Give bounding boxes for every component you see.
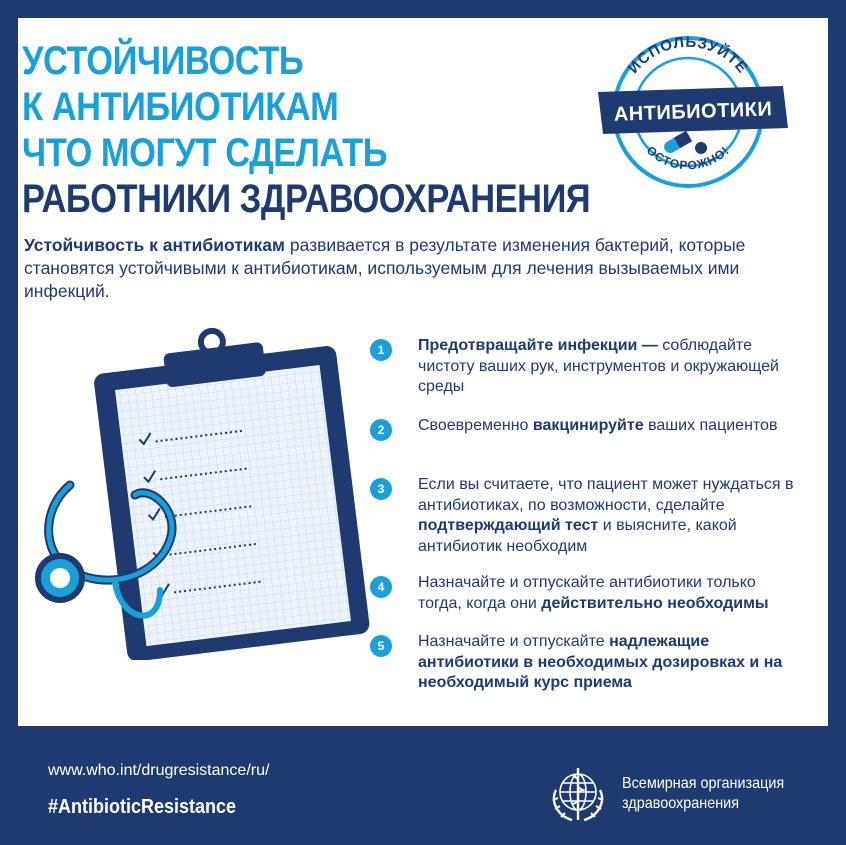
step-text-bold: надлежащие антибиотики в необходимых дозировках и на необходимый курс приема — [418, 633, 783, 691]
step-text-normal: Если вы считаете, что пациент может нуждаться в антибиотиках, по возможности, сделайте — [418, 476, 794, 514]
tablet-icon — [695, 142, 707, 154]
step-number: 2 — [370, 419, 392, 441]
stamp-bottom-text: ОСТОРОЖНО! — [643, 143, 733, 173]
step-text — [418, 416, 798, 437]
step-text — [418, 632, 798, 694]
pill-icon — [662, 131, 692, 155]
step-text-normal: Назначайте и отпускайте — [418, 633, 610, 650]
step-number: 5 — [370, 635, 392, 657]
step-text-bold: подтверждающий тест — [418, 517, 599, 534]
stamp-top-text: ИСПОЛЬЗУЙТЕ — [624, 33, 752, 77]
title-line-1: УСТОЙЧИВОСТЬ — [22, 39, 304, 83]
title-line-3: ЧТО МОГУТ СДЕЛАТЬ — [22, 131, 388, 175]
who-org-line-1: Всемирная организация — [622, 775, 785, 792]
step-text-normal: Своевременно — [418, 417, 533, 434]
step-text-normal: соблюдайте чистоту ваших рук, инструментов и окружающей среды — [418, 337, 779, 395]
step-text-normal: Назначайте и отпускайте антибиотики только тогда, когда они — [418, 574, 756, 612]
intro-bold: Устойчивость к антибиотикам — [24, 235, 285, 255]
step-number: 4 — [370, 576, 392, 598]
step-text-normal: ваших пациентов — [643, 417, 778, 434]
intro-text: развивается в результате изменения бактерий, которые становятся устойчивыми к антибиотикам, используемым для лечения вызываемых ими инфекций. — [24, 235, 746, 301]
title-line-2: К АНТИБИОТИКАМ — [22, 85, 339, 129]
step-text-bold: вакцинируйте — [532, 417, 644, 434]
step-text — [418, 573, 798, 614]
step-text-normal: и выясните, какой антибиотик необходим — [418, 517, 737, 555]
intro-paragraph — [24, 234, 794, 303]
step-number: 1 — [370, 339, 392, 361]
footer-url-link[interactable]: www.who.int/drugresistance/ru/ — [48, 762, 270, 779]
stamp-banner-text: АНТИБИОТИКИ — [613, 98, 773, 126]
page-title — [22, 38, 624, 222]
step-text-bold: действительно необходимы — [541, 594, 769, 612]
title-line-4: РАБОТНИКИ ЗДРАВООХРАНЕНИЯ — [22, 177, 591, 221]
who-emblem-icon — [546, 762, 610, 826]
footer-hashtag[interactable]: #AntibioticResistance — [48, 796, 237, 818]
step-text — [418, 336, 798, 398]
who-org-line-2: здравоохранения — [622, 795, 740, 812]
step-number: 3 — [370, 478, 392, 500]
clipboard-stethoscope-illustration — [20, 320, 380, 660]
step-text — [418, 475, 798, 557]
antibiotics-stamp — [583, 30, 793, 195]
step-text-bold: Предотвращайте инфекции — — [418, 337, 663, 354]
who-org-name — [622, 774, 784, 814]
